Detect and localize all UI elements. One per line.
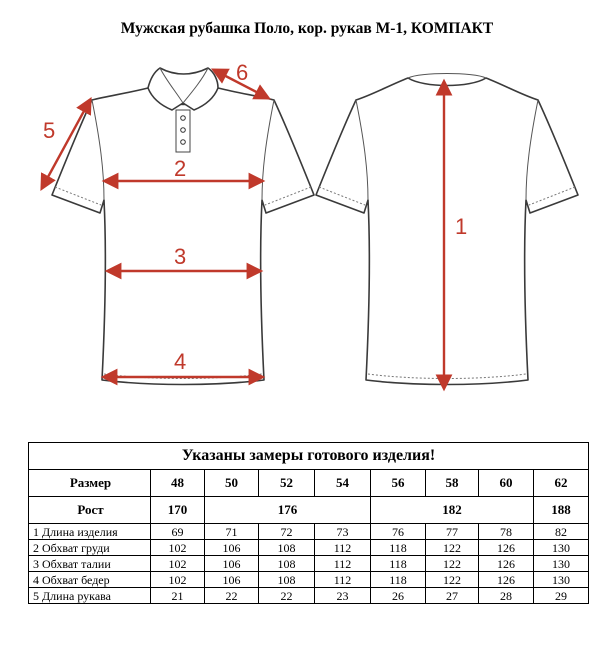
table-cell: 108 bbox=[259, 556, 315, 572]
table-cell: 82 bbox=[534, 524, 589, 540]
table-row bbox=[29, 588, 589, 604]
size-cell: 54 bbox=[315, 470, 371, 497]
table-cell: 108 bbox=[259, 572, 315, 588]
size-table bbox=[28, 442, 589, 604]
table-cell: 112 bbox=[315, 556, 371, 572]
row-label: 2 Обхват груди bbox=[29, 540, 151, 556]
table-cell: 126 bbox=[479, 556, 534, 572]
back-shirt-outline bbox=[316, 74, 578, 385]
height-cell: 176 bbox=[205, 497, 371, 524]
table-cell: 27 bbox=[426, 588, 479, 604]
table-row bbox=[29, 556, 589, 572]
table-cell: 26 bbox=[371, 588, 426, 604]
table-cell: 106 bbox=[205, 540, 259, 556]
table-cell: 122 bbox=[426, 540, 479, 556]
table-cell: 71 bbox=[205, 524, 259, 540]
size-cell: 58 bbox=[426, 470, 479, 497]
measure-label-1: 1 bbox=[455, 214, 468, 239]
table-cell: 69 bbox=[151, 524, 205, 540]
row-label: 1 Длина изделия bbox=[29, 524, 151, 540]
height-cell: 182 bbox=[371, 497, 534, 524]
height-cell: 170 bbox=[151, 497, 205, 524]
table-cell: 122 bbox=[426, 556, 479, 572]
table-cell: 102 bbox=[151, 556, 205, 572]
table-row bbox=[29, 572, 589, 588]
table-cell: 130 bbox=[534, 556, 589, 572]
table-note: Указаны замеры готового изделия! bbox=[29, 443, 589, 470]
size-cell: 56 bbox=[371, 470, 426, 497]
table-cell: 106 bbox=[205, 572, 259, 588]
size-cell: 60 bbox=[479, 470, 534, 497]
measure-label-5: 5 bbox=[43, 118, 56, 143]
table-row bbox=[29, 540, 589, 556]
table-cell: 108 bbox=[259, 540, 315, 556]
table-cell: 118 bbox=[371, 540, 426, 556]
table-cell: 72 bbox=[259, 524, 315, 540]
table-cell: 76 bbox=[371, 524, 426, 540]
table-cell: 23 bbox=[315, 588, 371, 604]
row-label: 5 Длина рукава bbox=[29, 588, 151, 604]
table-cell: 28 bbox=[479, 588, 534, 604]
table-cell: 118 bbox=[371, 556, 426, 572]
table-cell: 77 bbox=[426, 524, 479, 540]
size-header: Размер bbox=[29, 470, 151, 497]
table-cell: 122 bbox=[426, 572, 479, 588]
table-cell: 22 bbox=[205, 588, 259, 604]
table-row bbox=[29, 524, 589, 540]
height-cell: 188 bbox=[534, 497, 589, 524]
measure-label-2: 2 bbox=[174, 156, 187, 181]
size-cell: 52 bbox=[259, 470, 315, 497]
table-cell: 106 bbox=[205, 556, 259, 572]
size-cell: 48 bbox=[151, 470, 205, 497]
table-cell: 102 bbox=[151, 540, 205, 556]
measure-label-4: 4 bbox=[174, 349, 187, 374]
page-title: Мужская рубашка Поло, кор. рукав М-1, КОМПАКТ bbox=[120, 20, 494, 37]
size-row bbox=[29, 470, 589, 497]
table-cell: 126 bbox=[479, 540, 534, 556]
size-cell: 50 bbox=[205, 470, 259, 497]
table-cell: 112 bbox=[315, 572, 371, 588]
measure-label-3: 3 bbox=[174, 244, 187, 269]
table-cell: 73 bbox=[315, 524, 371, 540]
front-shirt-outline bbox=[52, 68, 314, 385]
height-header: Рост bbox=[29, 497, 151, 524]
table-cell: 22 bbox=[259, 588, 315, 604]
table-cell: 130 bbox=[534, 572, 589, 588]
table-cell: 112 bbox=[315, 540, 371, 556]
row-label: 4 Обхват бедер bbox=[29, 572, 151, 588]
measurement-diagram bbox=[0, 40, 614, 400]
table-cell: 78 bbox=[479, 524, 534, 540]
size-cell: 62 bbox=[534, 470, 589, 497]
table-cell: 29 bbox=[534, 588, 589, 604]
table-cell: 130 bbox=[534, 540, 589, 556]
table-cell: 118 bbox=[371, 572, 426, 588]
row-label: 3 Обхват талии bbox=[29, 556, 151, 572]
table-cell: 21 bbox=[151, 588, 205, 604]
table-cell: 126 bbox=[479, 572, 534, 588]
table-cell: 102 bbox=[151, 572, 205, 588]
height-row bbox=[29, 497, 589, 524]
measure-label-6: 6 bbox=[236, 60, 249, 85]
